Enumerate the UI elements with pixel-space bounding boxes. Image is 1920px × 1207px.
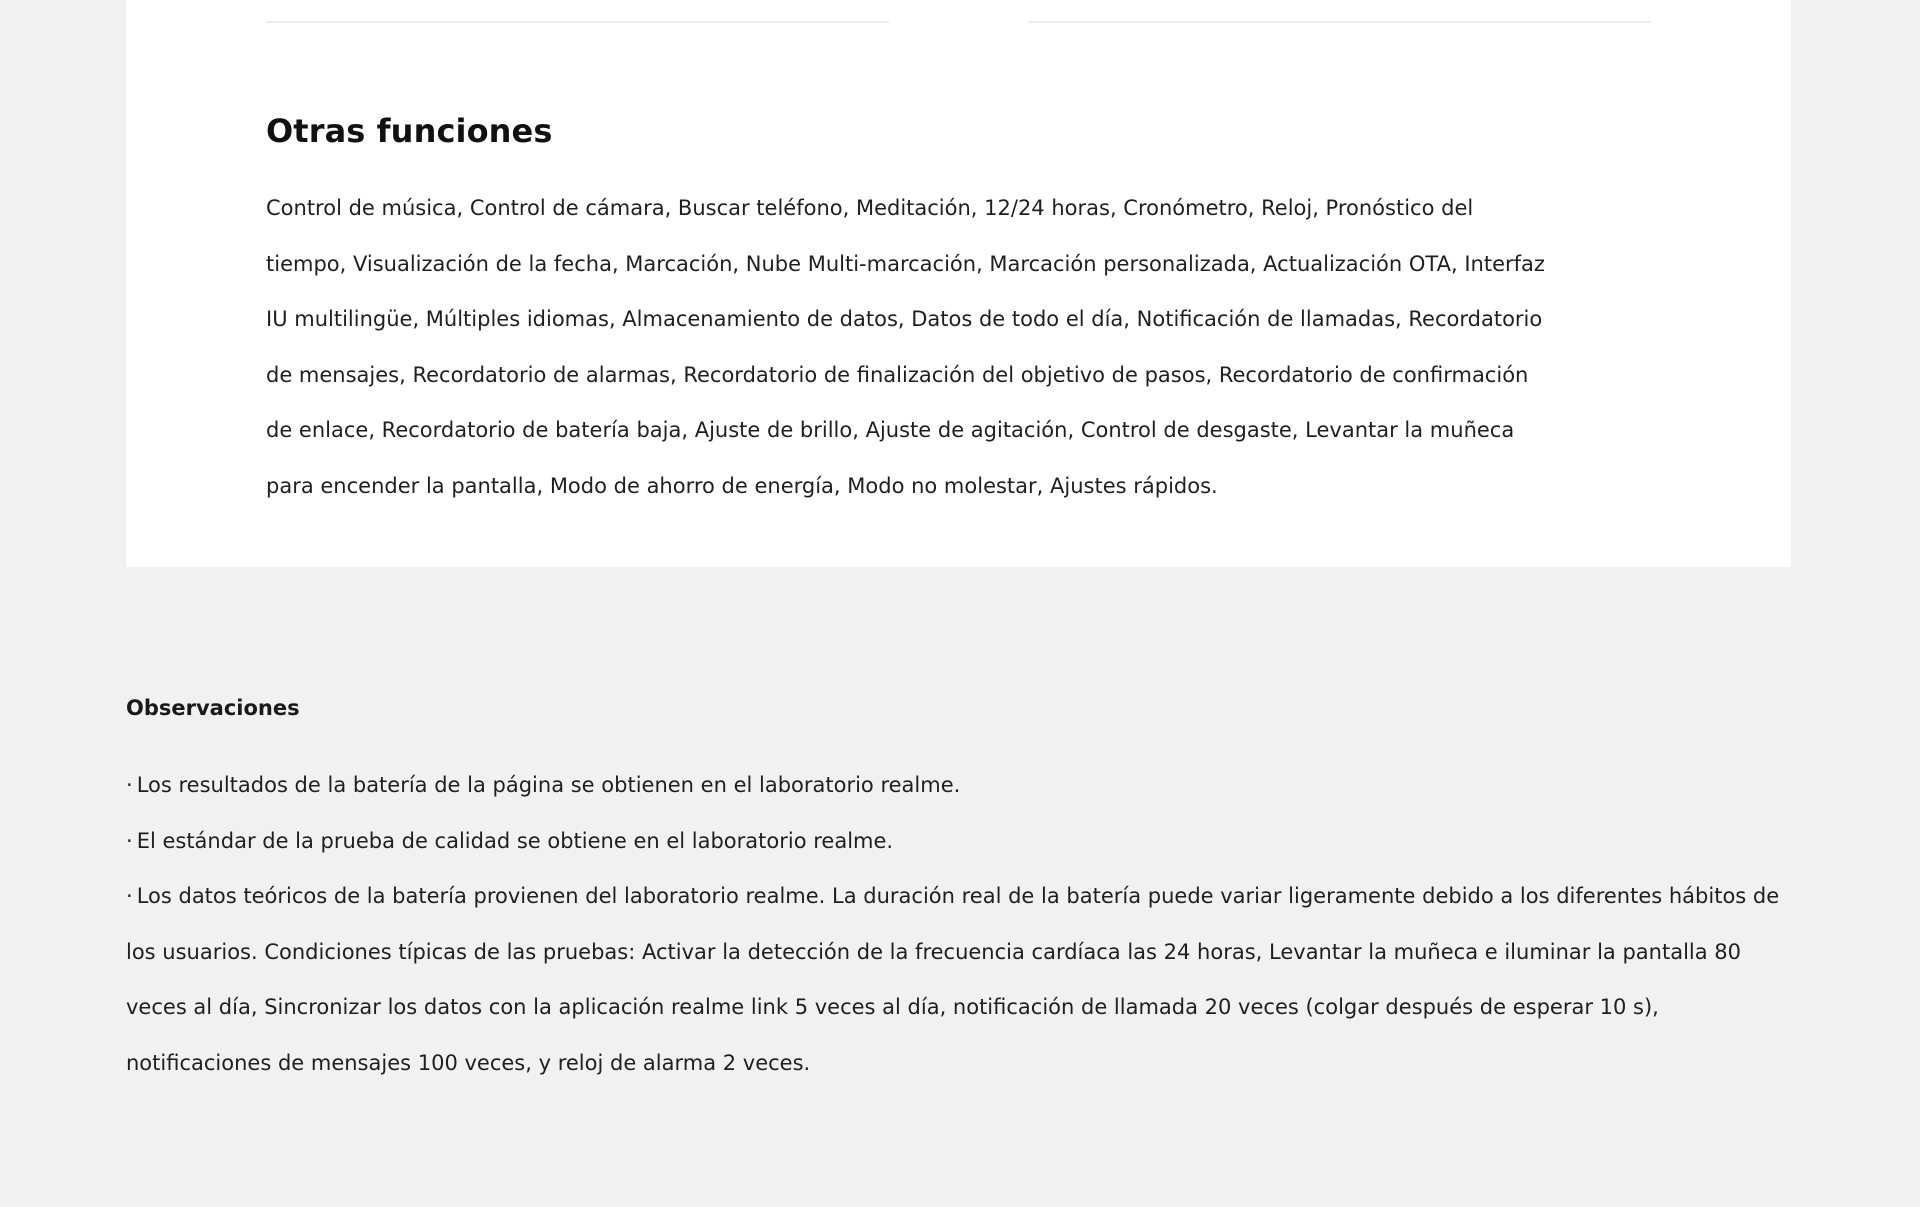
section-title: Otras funciones — [266, 112, 553, 150]
observation-text: Los resultados de la batería de la página se obtienen en el laboratorio realme. — [136, 773, 961, 797]
observation-item — [126, 814, 1796, 870]
bullet: · — [126, 773, 133, 797]
features-card — [126, 0, 1791, 567]
observation-item — [126, 758, 1796, 814]
observations-title: Observaciones — [126, 696, 300, 720]
observation-item — [126, 869, 1796, 1091]
observations-section — [126, 688, 1796, 1091]
observations-list — [126, 758, 1796, 1091]
features-description: Control de música, Control de cámara, Buscar teléfono, Meditación, 12/24 horas, Cronómetro, Reloj, Pronóstico del tiempo, Visualización de la fecha, Marcación, Nube Multi-marcación, Marcación personalizada, Actualización OTA, Interfaz IU multilingüe, Múltiples idiomas, Almacenamiento de datos, Datos de todo el día, Notificación de llamadas, Recordatorio de mensajes, Recordatorio de alarmas, Recordatorio de finalización del objetivo de pasos, Recordatorio de confirmación de enlace, Recordatorio de batería baja, Ajuste de brillo, Ajuste de agitación, Control de desgaste, Levantar la muñeca para encender la pantalla, Modo de ahorro de energía, Modo no molestar, Ajustes rápidos. — [266, 196, 1545, 498]
observation-text: Los datos teóricos de la batería provienen del laboratorio realme. La duración real de la batería puede variar ligeramente debido a los diferentes hábitos de los usuarios. Condiciones típicas de las pruebas: Activar la detección de la frecuencia cardíaca las 24 horas, Levantar la muñeca e iluminar la pantalla 80 veces al día, Sincronizar los datos con la aplicación realme link 5 veces al día, notificación de llamada 20 veces (colgar después de esperar 10 s), notificaciones de mensajes 100 veces, y reloj de alarma 2 veces. — [126, 884, 1780, 1075]
bullet: · — [126, 828, 133, 853]
observation-text: El estándar de la prueba de calidad se obtiene en el laboratorio realme. — [136, 828, 894, 853]
divider-right — [1028, 21, 1651, 23]
bullet: · — [126, 884, 133, 908]
divider-left — [266, 21, 889, 23]
